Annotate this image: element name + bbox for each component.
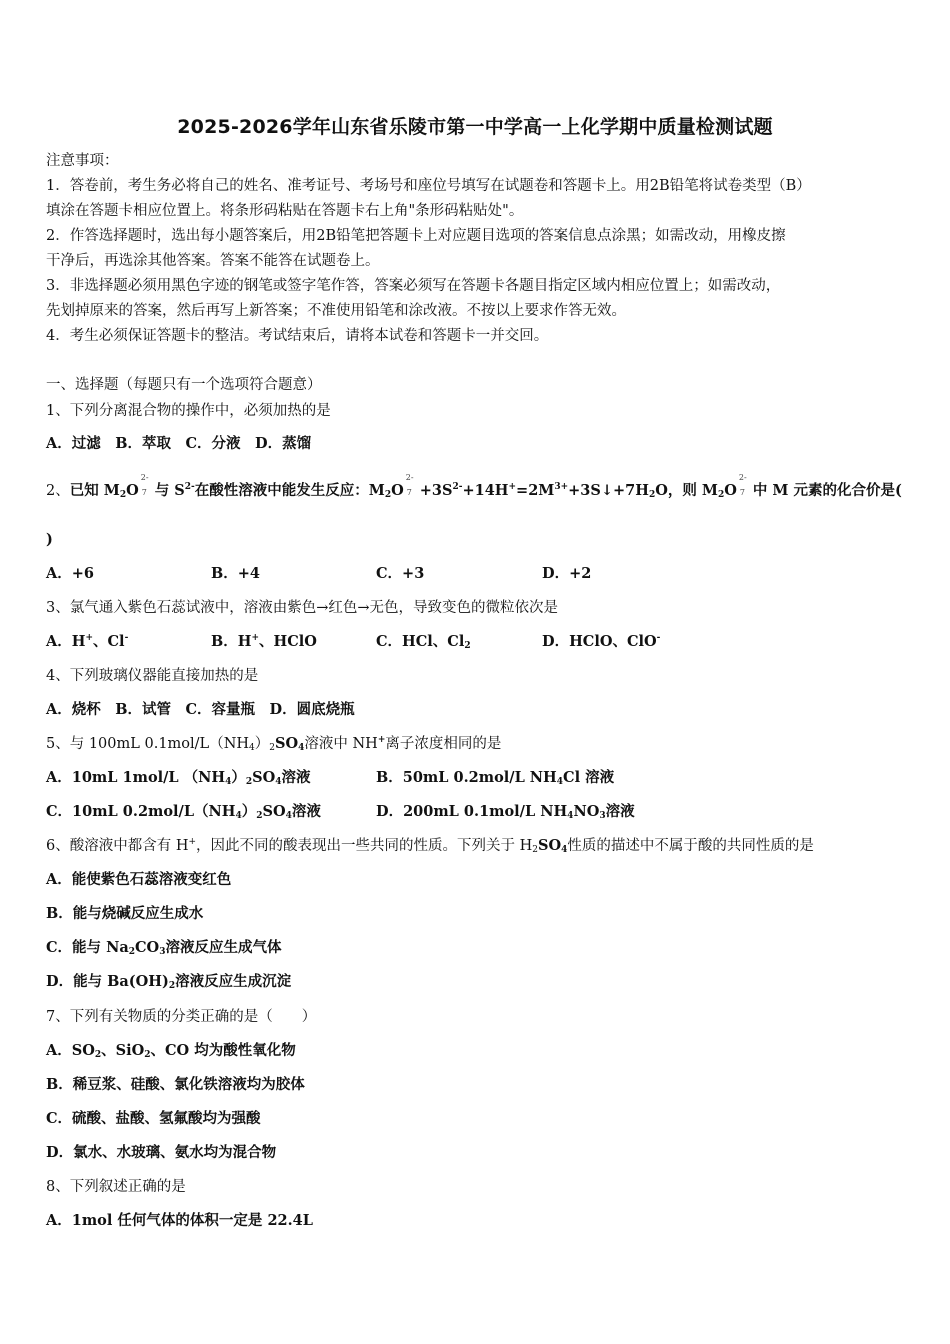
question-6-stem: 6、酸溶液中都含有 H+，因此不同的酸表现出一些共同的性质。下列关于 $H_2SO_4$性质的描述中不属于酸的共同性质的是	[46, 837, 814, 855]
question-5-option-a: A．10mL 1mol/L $(NH_4)_2SO_4$溶液	[46, 769, 311, 787]
question-5-option-b: B．50mL 0.2mol/L $NH_4Cl$ 溶液	[376, 769, 615, 787]
question-5-option-d: D．200mL 0.1mol/L $NH_4NO_3$溶液	[376, 803, 635, 821]
question-8-stem: 8、下列叙述正确的是	[46, 1179, 186, 1195]
question-8-option-a: A．1mol 任何气体的体积一定是 22.4L	[46, 1212, 313, 1229]
section-heading: 一、选择题（每题只有一个选项符合题意）	[46, 377, 322, 393]
notice-line-2: 填涂在答题卡相应位置上。将条形码粘贴在答题卡右上角"条形码粘贴处"。	[46, 203, 524, 219]
notice-line-7: 4．考生必须保证答题卡的整洁。考试结束后，请将本试卷和答题卡一并交回。	[46, 328, 549, 344]
dichromate-ion-charge: 2- 7	[140, 473, 149, 497]
question-1-options: A．过滤 B．萃取 C．分液 D．蒸馏	[46, 435, 312, 452]
exam-title: 2025-2026学年山东省乐陵市第一中学高一上化学期中质量检测试题	[177, 116, 773, 138]
question-2-option-a: A．+6	[46, 565, 94, 582]
question-6-option-a: A．能使紫色石蕊溶液变红色	[46, 871, 232, 888]
question-5-option-c: C．10mL $0.2mol/L(NH_4)_2SO_4$溶液	[46, 803, 321, 821]
notice-line-5: 3．非选择题必须用黑色字迹的钢笔或签字笔作答，答案必须写在答题卡各题目指定区域内相应位置上；如需改动，	[46, 278, 781, 294]
question-7-option-c: C．硫酸、盐酸、氢氟酸均为强酸	[46, 1110, 261, 1127]
question-2-stem: 2、已知 $M_2O$ 2- 7 与 $S^{2-}$在酸性溶液中能发生反应：$M_2O$ 2- 7 $+3S^{2-}+14H^+=2M^{3+}+3S↓+7H_2O$，则 $M_2O$ 2- 7 中 M 元素的化合价是(	[46, 473, 902, 500]
question-2-option-b: B．+4	[211, 565, 260, 582]
question-3-option-a: A．H+、Cl-	[46, 633, 129, 650]
question-4-stem: 4、下列玻璃仪器能直接加热的是	[46, 668, 259, 684]
notice-line-4: 干净后，再选涂其他答案。答案不能答在试题卷上。	[46, 253, 380, 269]
question-2-option-c: C．+3	[376, 565, 425, 582]
question-4-options: A．烧杯 B．试管 C．容量瓶 D．圆底烧瓶	[46, 701, 355, 718]
question-6-option-d: D．能与 $Ba(OH)_2$溶液反应生成沉淀	[46, 973, 292, 991]
notice-line-6: 先划掉原来的答案，然后再写上新答案；不准使用铅笔和涂改液。不按以上要求作答无效。	[46, 303, 626, 319]
question-1-stem: 1、下列分离混合物的操作中，必须加热的是	[46, 403, 331, 419]
question-7-option-a: A．$SO_2$、SiO$_2$、CO 均为酸性氧化物	[46, 1042, 296, 1060]
notice-line-3: 2．作答选择题时，选出每小题答案后，用2B铅笔把答题卡上对应题目选项的答案信息点涂黑；如需改动，用橡皮擦	[46, 228, 786, 244]
question-2-close-paren: )	[46, 531, 53, 548]
question-7-option-d: D．氯水、水玻璃、氨水均为混合物	[46, 1144, 277, 1161]
question-5-stem: 5、与 100mL $0.1mol/L(NH_4)_2SO_4$溶液中 NH+离子浓度相同的是	[46, 735, 502, 753]
question-3-stem: 3、氯气通入紫色石蕊试液中，溶液由紫色→红色→无色，导致变色的微粒依次是	[46, 600, 559, 616]
question-3-option-d: D．HClO、ClO-	[542, 633, 661, 650]
question-6-option-b: B．能与烧碱反应生成水	[46, 905, 204, 922]
notice-line-1: 1．答卷前，考生务必将自己的姓名、准考证号、考场号和座位号填写在试题卷和答题卡上。用2B铅笔将试卷类型（B）	[46, 178, 811, 194]
question-6-option-c: C．能与 $Na_2CO_3$溶液反应生成气体	[46, 939, 282, 957]
question-2-option-d: D．+2	[542, 565, 592, 582]
notice-heading: 注意事项：	[46, 153, 119, 169]
question-7-option-b: B．稀豆浆、硅酸、氯化铁溶液均为胶体	[46, 1076, 305, 1093]
question-3-option-c: C．HCl、$Cl_2$	[376, 633, 471, 651]
question-3-option-b: B．H+、HClO	[211, 633, 317, 650]
question-7-stem: 7、下列有关物质的分类正确的是（ ）	[46, 1009, 317, 1025]
